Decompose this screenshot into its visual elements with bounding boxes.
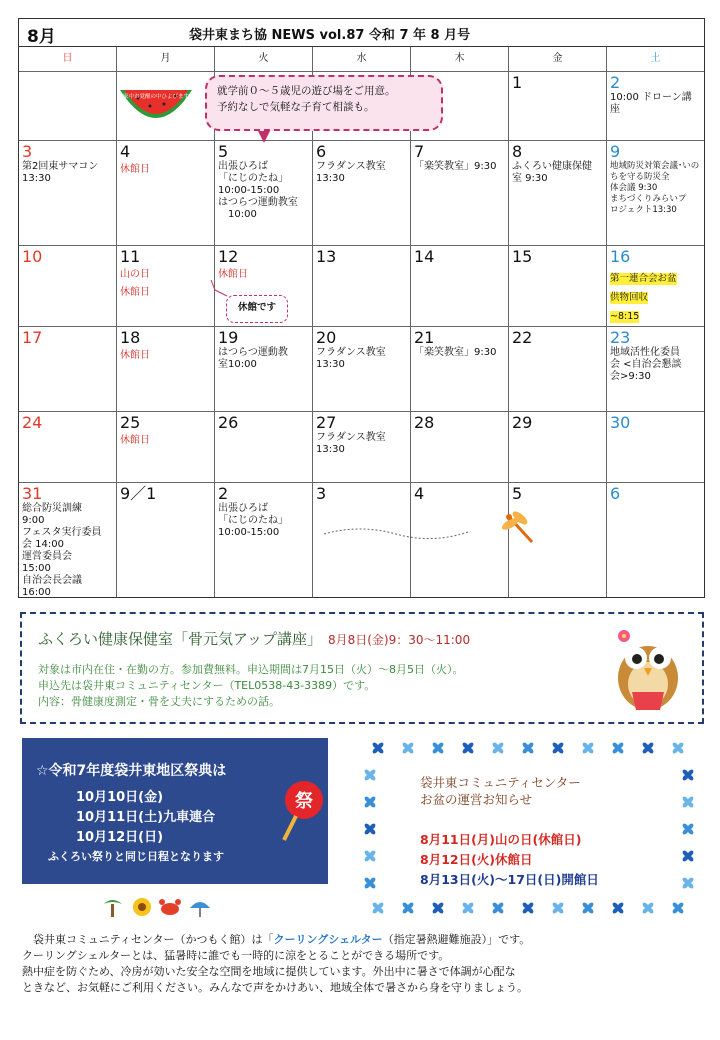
day-number: 9／1 (120, 484, 157, 503)
calendar-week (19, 412, 704, 483)
day-number: 9 (610, 142, 621, 161)
footer-p4: ときなど、お気軽にご利用ください。みんなで声をかけあい、地域全体で暑さから身を守りましょう。 (22, 981, 528, 994)
calendar-day (313, 141, 411, 245)
day-number: 4 (120, 142, 131, 161)
event-text: 運営委員会 (22, 551, 72, 562)
event-text: 9:00 (22, 515, 45, 526)
summer-icons (102, 896, 214, 918)
event-text: ロジェクト13:30 (610, 205, 677, 215)
calendar-day (509, 327, 607, 411)
event-text: 地域防災対策会議･いの (610, 161, 700, 171)
event-text: 10:00 (218, 209, 257, 220)
calendar-day (607, 72, 704, 140)
festival-date-3: 10月12日(日) (76, 830, 164, 845)
weekday-header: 日 (19, 47, 117, 71)
day-number: 22 (512, 328, 533, 347)
bubble-line-2: 予約なしで気軽な子育て相談も。 (217, 101, 375, 113)
calendar-day (19, 412, 117, 482)
event-text: 「楽笑教室」9:30 (414, 347, 497, 358)
note-pointer (209, 280, 229, 298)
closed-label: 休館日 (120, 350, 150, 361)
calendar-day (313, 327, 411, 411)
calendar-day (19, 327, 117, 411)
festival-note: ふくろい祭りと同じ日程となります (48, 850, 224, 863)
event-text: 会>9:30 (610, 371, 651, 382)
closed-note: 休館です (226, 295, 288, 323)
day-number: 2 (218, 484, 229, 503)
day-number: 2 (610, 73, 621, 92)
dragonfly-icon (500, 510, 540, 548)
day-number: 15 (512, 247, 533, 266)
closed-label: 休館日 (120, 435, 150, 446)
day-number: 28 (414, 413, 435, 432)
calendar-day (215, 483, 313, 597)
highlight-event: 供物回収 (610, 292, 649, 303)
health-date: 8月8日(金)9：30～11:00 (327, 633, 471, 647)
day-number: 16 (610, 247, 631, 266)
day-number: 5 (512, 484, 523, 503)
footer-p3: 熱中症を防ぐため、冷房が効いた安全な空間を地域に提供しています。外出中に暑さで体調が心配な (22, 965, 516, 978)
obon-notice-box (360, 738, 698, 918)
calendar-week (19, 246, 704, 327)
day-number: 12 (218, 247, 239, 266)
health-title: ふくろい健康保健室「骨元気アップ講座」 (38, 630, 322, 648)
calendar-day (607, 246, 704, 326)
calendar-day (215, 141, 313, 245)
calendar-day (607, 141, 704, 245)
calendar-day (117, 483, 215, 597)
closed-label: 休館日 (218, 269, 248, 280)
day-number: 8 (512, 142, 523, 161)
calendar-day (411, 246, 509, 326)
weekday-header: 金 (509, 47, 607, 71)
health-line-3: 内容：骨健康度測定・骨を丈夫にするための話。 (38, 695, 280, 708)
sunflower-icon (133, 898, 151, 916)
calendar-day (411, 327, 509, 411)
calendar-day (607, 327, 704, 411)
newsletter-title: 袋井東まち協 NEWS vol.87 令和 7 年 8 月号 (189, 28, 471, 43)
day-number: 24 (22, 413, 43, 432)
closed-label: 休館日 (120, 287, 150, 298)
obon-line-2: 8月12日(火)休館日 (420, 852, 533, 867)
calendar-day (313, 246, 411, 326)
highlight-event: 第一連合会お盆 (610, 273, 677, 284)
footer-p1b: クーリングシェルター (273, 933, 383, 946)
wave-line (320, 522, 470, 542)
event-text: フラダンス教室 (316, 432, 386, 443)
weekday-header: 月 (117, 47, 215, 71)
uchiwa-text: 祭 (295, 791, 313, 812)
weekday-header: 木 (411, 47, 509, 71)
calendar-day (509, 412, 607, 482)
event-text: まちづくりみらいプ (610, 194, 687, 204)
cooling-shelter-text (22, 932, 712, 996)
event-text: 出張ひろば (218, 503, 268, 514)
event-text: ちを守る防災全 (610, 172, 670, 182)
weekday-header: 土 (650, 53, 661, 64)
owl-mascot-icon (602, 622, 694, 714)
calendar-weeks (19, 72, 704, 597)
calendar-day (117, 412, 215, 482)
flower-frame-icon (360, 738, 698, 918)
calendar-day (117, 141, 215, 245)
event-text: 13:30 (22, 173, 51, 184)
event-text: 自治会長会議 (22, 575, 82, 586)
day-number: 14 (414, 247, 435, 266)
event-text: はつらつ運動教 (218, 347, 288, 358)
event-text: 総合防災訓練 (22, 503, 82, 514)
calendar-day (509, 246, 607, 326)
event-text: 「にじのたね」 (218, 515, 288, 526)
day-number: 6 (610, 484, 621, 503)
weekday-header: 水 (313, 47, 411, 71)
event-text: はつらつ運動教室 (218, 197, 298, 208)
footer-p1a: 袋井東コミュニティセンター（かつもく館）は「 (22, 933, 274, 946)
calendar-day (509, 141, 607, 245)
calendar-day (215, 327, 313, 411)
event-text: 10:00-15:00 (218, 527, 280, 538)
event-text: 室 9:30 (512, 173, 548, 184)
day-number: 13 (316, 247, 337, 266)
event-text: 13:30 (316, 173, 345, 184)
day-number: 11 (120, 247, 141, 266)
festival-title: ☆令和7年度袋井東地区祭典は (36, 763, 227, 779)
month-label: 8月 (27, 27, 56, 47)
calendar-day (607, 483, 704, 597)
day-number: 7 (414, 142, 425, 161)
closed-label: 休館日 (120, 164, 150, 175)
event-text: フェスタ実行委員 (22, 527, 102, 538)
day-number: 3 (22, 142, 33, 161)
day-number: 1 (512, 73, 523, 92)
event-text: 13:30 (316, 444, 345, 455)
calendar-day (411, 141, 509, 245)
event-text: 「楽笑教室」9:30 (414, 161, 497, 172)
day-number: 5 (218, 142, 229, 161)
calendar-day (215, 412, 313, 482)
footer-p1c: （指定暑熱避難施設）」です。 (382, 933, 531, 946)
day-number: 26 (218, 413, 239, 432)
day-number: 18 (120, 328, 141, 347)
event-text: 13:30 (316, 359, 345, 370)
uchiwa-fan-icon (280, 778, 324, 844)
bubble-line-1: 就学前０～５歳児の遊び場をご用意。 (217, 85, 396, 97)
festival-date-1: 10月10日(金) (76, 790, 164, 805)
footer-p2: クーリングシェルターとは、猛暑時に誰でも一時的に涼をとることができる場所です。 (22, 949, 450, 962)
calendar-week (19, 141, 704, 246)
event-text: 10:00-15:00 (218, 185, 280, 196)
calendar-day (19, 483, 117, 597)
obon-line-3: 8月13日(火)～17日(日)開館日 (420, 872, 599, 887)
calendar-week (19, 327, 704, 412)
event-text: 室10:00 (218, 359, 257, 370)
calendar-day (19, 72, 117, 140)
event-text: フラダンス教室 (316, 161, 386, 172)
calendar-day (117, 246, 215, 326)
calendar-day (19, 141, 117, 245)
event-text: 16:00 (22, 587, 51, 597)
day-number: 4 (414, 484, 425, 503)
event-text: 出張ひろば (218, 161, 268, 172)
event-text: 体会議 9:30 (610, 183, 658, 193)
umbrella-icon (190, 902, 210, 917)
day-number: 27 (316, 413, 337, 432)
event-text: 「にじのたね」 (218, 173, 288, 184)
calendar-header (19, 19, 704, 47)
day-number: 10 (22, 247, 43, 266)
crab-icon (159, 899, 181, 915)
event-text: フラダンス教室 (316, 347, 386, 358)
watermelon-icon (118, 86, 194, 124)
day-number: 19 (218, 328, 239, 347)
bubble-tail (258, 131, 270, 143)
event-text: 座 (610, 104, 620, 115)
health-line-2: 申込先は袋井東コミュニティセンター（TEL0538-43-3389）です。 (38, 679, 376, 692)
day-number: 3 (316, 484, 327, 503)
day-number: 21 (414, 328, 435, 347)
calendar-day (19, 246, 117, 326)
calendar-day (411, 412, 509, 482)
calendar-day (607, 412, 704, 482)
event-text: 地域活性化委員 (610, 347, 680, 358)
day-number: 23 (610, 328, 631, 347)
watermelon-text: 家中お覚醒の中ひよびます (122, 94, 190, 100)
event-text: ふくろい健康保健 (512, 161, 592, 172)
festival-date-2: 10月11日(土)九車連合 (76, 810, 216, 825)
obon-line-1: 8月11日(月)山の日(休館日) (420, 832, 582, 847)
calendar-day (313, 412, 411, 482)
calendar-day (509, 72, 607, 140)
day-number: 25 (120, 413, 141, 432)
health-line-1: 対象は市内在住・在勤の方。参加費無料。申込期間は7月15日（火）～8月5日（火）。 (38, 663, 464, 676)
closed-label: 山の日 (120, 269, 150, 280)
event-text: 15:00 (22, 563, 51, 574)
childcare-bubble (205, 75, 443, 131)
weekday-row (19, 47, 704, 72)
event-text: 会 <自治会懇談 (610, 359, 682, 370)
day-number: 20 (316, 328, 337, 347)
event-text: 会 14:00 (22, 539, 64, 550)
day-number: 17 (22, 328, 43, 347)
palm-tree-icon (104, 900, 122, 917)
calendar-day (117, 327, 215, 411)
highlight-event: ~8:15 (610, 311, 640, 322)
obon-title-2: お盆の運営お知らせ (420, 792, 533, 807)
day-number: 30 (610, 413, 631, 432)
day-number: 6 (316, 142, 327, 161)
event-text: 第2回東サマコン (22, 161, 99, 172)
day-number: 31 (22, 484, 43, 503)
day-number: 29 (512, 413, 533, 432)
weekday-header: 火 (215, 47, 313, 71)
obon-title-1: 袋井東コミュニティセンター (420, 775, 581, 790)
event-text: 10:00 ドローン講 (610, 92, 692, 103)
